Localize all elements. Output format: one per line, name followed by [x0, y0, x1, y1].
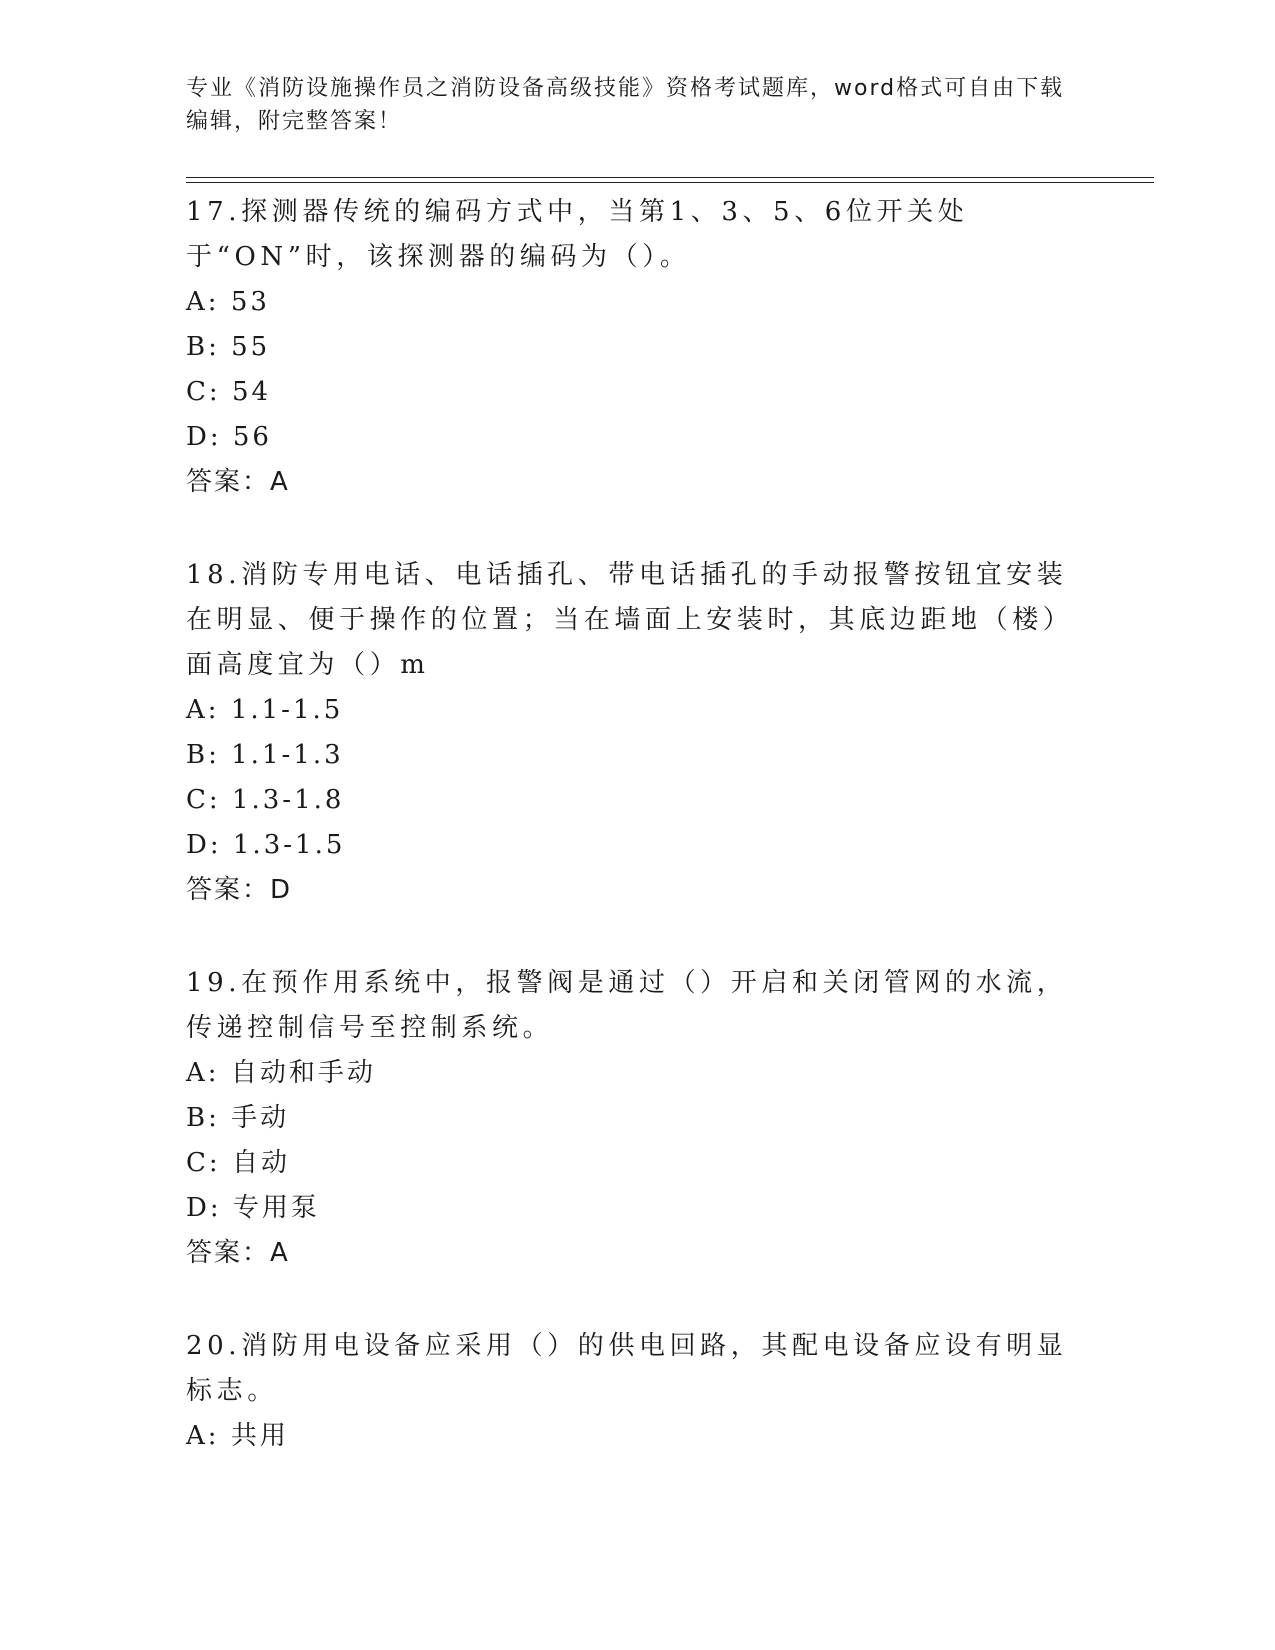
option-letter: A :: [186, 1058, 231, 1088]
answer-label: 答案：: [186, 467, 271, 497]
option-c: [186, 778, 1086, 823]
option-text: 1.1-1.3: [231, 740, 344, 770]
option-letter: B :: [186, 1103, 231, 1133]
option-text: 专用泵: [232, 1193, 320, 1223]
option-text: 1.3-1.5: [232, 830, 346, 860]
option-a: [186, 688, 1086, 733]
option-a: [186, 1414, 1086, 1459]
question-body: 消防用电设备应采用（）的供电回路，其配电设备应设有明显标志。: [186, 1331, 1068, 1406]
question-body: 探测器传统的编码方式中，当第1、3、5、6位开关处于“ON”时，该探测器的编码为（）。: [186, 197, 969, 272]
option-b: [186, 1096, 1086, 1141]
answer-value: D: [270, 875, 293, 905]
option-letter: A :: [186, 287, 231, 317]
question-text: [186, 553, 1086, 688]
option-text: 共用: [230, 1421, 289, 1451]
option-text: 56: [232, 422, 272, 452]
answer-label: 答案：: [186, 875, 271, 905]
answer-line: [186, 868, 1086, 913]
option-letter: C :: [186, 785, 232, 815]
question-body: 在预作用系统中，报警阀是通过（）开启和关闭管网的水流，传递控制信号至控制系统。: [186, 968, 1068, 1043]
option-text: 54: [231, 377, 272, 407]
option-letter: C :: [186, 377, 232, 407]
option-letter: A :: [186, 1421, 231, 1451]
option-letter: B :: [186, 740, 231, 770]
option-b: [186, 733, 1086, 778]
option-c: [186, 370, 1086, 415]
option-letter: D :: [186, 830, 233, 860]
option-letter: C :: [186, 1148, 232, 1178]
option-d: [186, 1186, 1086, 1231]
option-text: 手动: [231, 1103, 290, 1133]
option-d: [186, 823, 1086, 868]
option-letter: A :: [186, 695, 231, 725]
question-20: [186, 1324, 1086, 1459]
question-17: [186, 190, 1086, 505]
option-text: 自动和手动: [230, 1058, 376, 1088]
option-text: 55: [231, 332, 271, 362]
option-letter: D :: [186, 1193, 233, 1223]
answer-label: 答案：: [186, 1238, 271, 1268]
option-a: [186, 1051, 1086, 1096]
page-header: 专业《消防设施操作员之消防设备高级技能》资格考试题库，word格式可自由下载编辑，附完整答案！: [186, 76, 1065, 134]
answer-value: A: [270, 467, 290, 497]
question-18: [186, 553, 1086, 913]
option-d: [186, 415, 1086, 460]
question-number: 20 .: [186, 1331, 241, 1361]
option-text: 自动: [231, 1148, 290, 1178]
question-text: [186, 961, 1086, 1051]
question-number: 19 .: [186, 968, 241, 998]
option-text: 1.3-1.8: [231, 785, 345, 815]
header-rule-bottom: [186, 182, 1154, 183]
question-list: [186, 190, 1086, 1507]
option-a: [186, 280, 1086, 325]
answer-value: A: [270, 1238, 290, 1268]
question-number: 18 .: [186, 560, 241, 590]
question-text: [186, 190, 1086, 280]
answer-line: [186, 460, 1086, 505]
question-body: 消防专用电话、电话插孔、带电话插孔的手动报警按钮宜安装在明显、便于操作的位置；当在墙面上安装时，其底边距地（楼）面高度宜为（）m: [186, 560, 1074, 680]
question-text: [186, 1324, 1086, 1414]
option-letter: B :: [186, 332, 231, 362]
header-rule-top: [186, 177, 1154, 178]
option-text: 53: [230, 287, 270, 317]
answer-line: [186, 1231, 1086, 1276]
option-text: 1.1-1.5: [230, 695, 344, 725]
option-b: [186, 325, 1086, 370]
question-19: [186, 961, 1086, 1276]
option-letter: D :: [186, 422, 233, 452]
option-c: [186, 1141, 1086, 1186]
question-number: 17 .: [186, 197, 241, 227]
